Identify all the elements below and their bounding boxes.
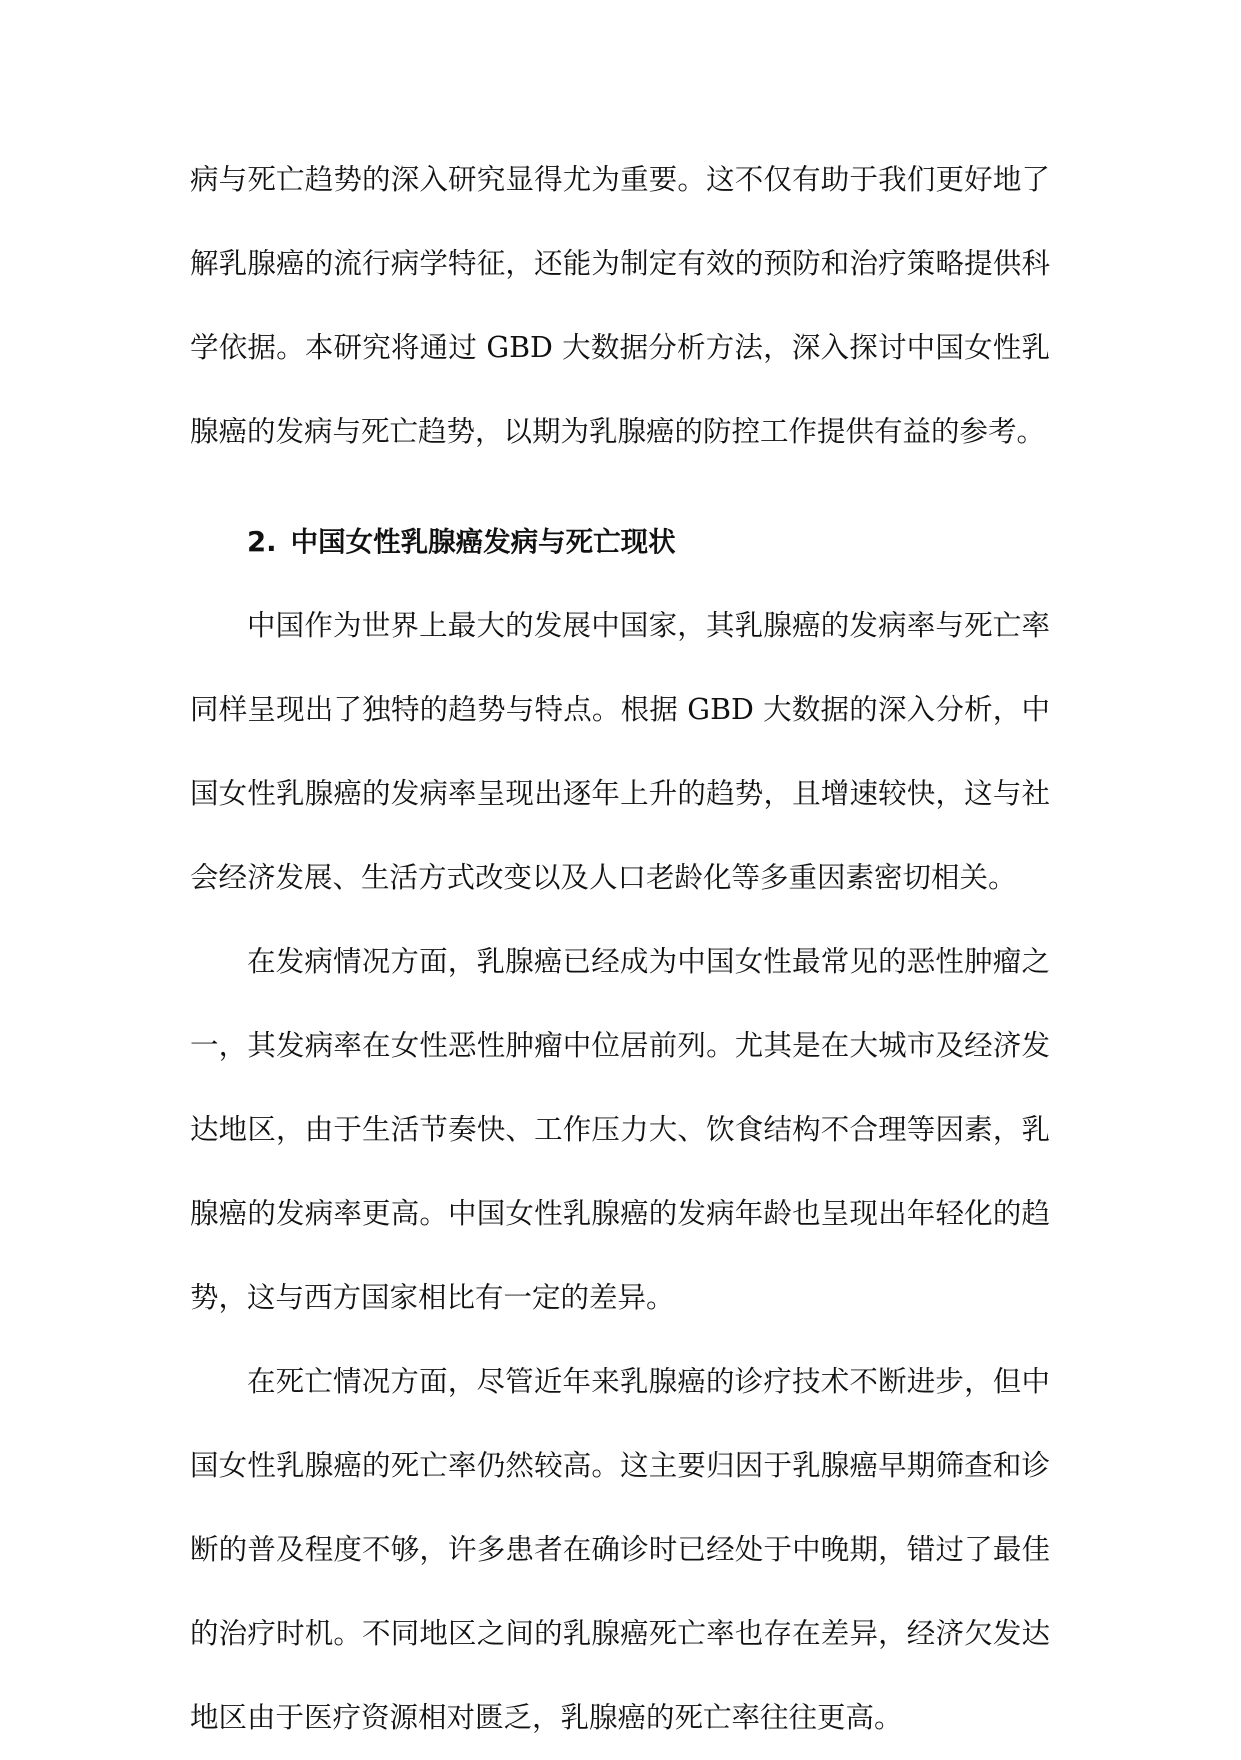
body-paragraph: 在发病情况方面，乳腺癌已经成为中国女性最常见的恶性肿瘤之一，其发病率在女性恶性肿瘤中位居前列。尤其是在大城市及经济发达地区，由于生活节奏快、工作压力大、饮食结构不合理等因素，乳腺癌的发病率更高。中国女性乳腺癌的发病年龄也呈现出年轻化的趋势，这与西方国家相比有一定的差异。 bbox=[190, 945, 1050, 1314]
section-number: 2. bbox=[247, 526, 277, 558]
document-body bbox=[190, 138, 1050, 1760]
section-title: 中国女性乳腺癌发病与死亡现状 bbox=[290, 526, 676, 558]
body-paragraph: 在死亡情况方面，尽管近年来乳腺癌的诊疗技术不断进步，但中国女性乳腺癌的死亡率仍然较高。这主要归因于乳腺癌早期筛查和诊断的普及程度不够，许多患者在确诊时已经处于中晚期，错过了最佳的治疗时机。不同地区之间的乳腺癌死亡率也存在差异，经济欠发达地区由于医疗资源相对匮乏，乳腺癌的死亡率往往更高。 bbox=[190, 1365, 1050, 1734]
section-heading bbox=[190, 500, 1050, 584]
intro-paragraph: 病与死亡趋势的深入研究显得尤为重要。这不仅有助于我们更好地了解乳腺癌的流行病学特征，还能为制定有效的预防和治疗策略提供科学依据。本研究将通过 GBD 大数据分析方法，深入探讨中国女性乳腺癌的发病与死亡趋势，以期为乳腺癌的防控工作提供有益的参考。 bbox=[190, 163, 1050, 448]
body-paragraph: 中国作为世界上最大的发展中国家，其乳腺癌的发病率与死亡率同样呈现出了独特的趋势与特点。根据 GBD 大数据的深入分析，中国女性乳腺癌的发病率呈现出逐年上升的趋势，且增速较快，这与社会经济发展、生活方式改变以及人口老龄化等多重因素密切相关。 bbox=[190, 609, 1050, 894]
